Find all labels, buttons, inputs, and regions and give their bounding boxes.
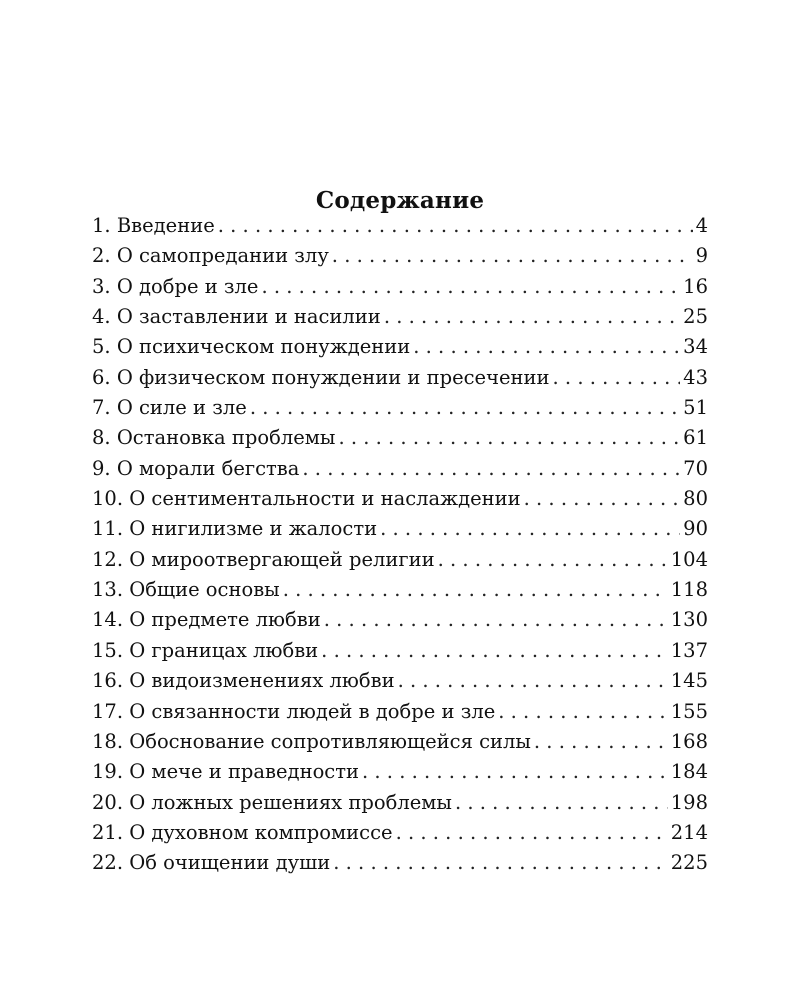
toc-entry: [92, 484, 708, 514]
toc-leader-dots: [250, 393, 680, 423]
toc-entry-number: 2.: [92, 244, 111, 268]
toc-entry-page: 25: [683, 305, 708, 329]
toc-leader-dots: [398, 666, 668, 696]
toc-entry-label: [92, 697, 495, 727]
toc-entry-label: [92, 423, 335, 453]
toc-entry-label: [92, 757, 359, 787]
toc-entry-number: 11.: [92, 517, 124, 541]
toc-entry-page: 61: [683, 426, 708, 450]
toc-entry-number: 1.: [92, 214, 111, 237]
toc-entry: [92, 636, 708, 666]
toc-entry-label: [92, 393, 247, 423]
toc-entry-page: 51: [683, 396, 708, 420]
toc-entry: [92, 393, 708, 423]
toc-entry-page: 137: [670, 638, 708, 662]
toc-leader-dots: [218, 211, 693, 241]
toc-entry-title: О мече и праведности: [129, 760, 360, 784]
toc-entry-title: О морали бегства: [116, 456, 300, 480]
toc-entry-title: О силе и зле: [116, 396, 247, 420]
toc-entry-number: 22.: [92, 851, 124, 875]
toc-entry-title: О нигилизме и жалости: [129, 517, 378, 541]
toc-leader-dots: [534, 727, 668, 757]
table-of-contents: [92, 211, 708, 879]
toc-entry-label: [92, 332, 410, 362]
toc-entry: [92, 757, 708, 787]
toc-entry-title: О добре и зле: [116, 274, 259, 298]
toc-leader-dots: [338, 423, 680, 453]
toc-entry-title: О духовном компромиссе: [129, 820, 393, 844]
toc-entry-label: [92, 545, 435, 575]
toc-leader-dots: [324, 605, 668, 635]
toc-entry-number: 8.: [92, 426, 111, 450]
toc-leader-dots: [283, 575, 668, 605]
toc-entry-label: [92, 605, 321, 635]
toc-entry-number: 21.: [92, 820, 124, 844]
toc-entry-page: 34: [683, 335, 708, 359]
toc-entry-number: 6.: [92, 365, 111, 389]
toc-entry-number: 16.: [92, 669, 124, 693]
toc-leader-dots: [362, 757, 668, 787]
toc-entry-page: 214: [670, 820, 708, 844]
toc-entry-page: 198: [670, 790, 708, 814]
toc-entry-label: [92, 666, 395, 696]
toc-entry-number: 7.: [92, 396, 111, 420]
toc-leader-dots: [498, 697, 668, 727]
toc-leader-dots: [396, 818, 668, 848]
toc-entry-title: Обоснование сопротивляющейся силы: [129, 729, 531, 753]
toc-entry-number: 13.: [92, 578, 124, 602]
toc-title: Содержание: [315, 187, 485, 215]
toc-entry-number: 18.: [92, 729, 124, 753]
toc-entry-page: 184: [670, 760, 708, 784]
toc-leader-dots: [553, 363, 681, 393]
toc-entry-title: О предмете любви: [129, 608, 321, 632]
toc-entry-title: О заставлении и насилии: [116, 305, 381, 329]
toc-entry-page: 130: [670, 608, 708, 632]
toc-entry-number: 4.: [92, 305, 111, 329]
toc-entry: [92, 302, 708, 332]
toc-entry-label: [92, 575, 280, 605]
toc-entry: [92, 575, 708, 605]
toc-entry-page: 9: [695, 244, 708, 268]
toc-entry: [92, 788, 708, 818]
toc-entry-page: 43: [683, 365, 708, 389]
toc-entry-title: О физическом понуждении и пресечении: [116, 365, 550, 389]
toc-entry-label: [92, 514, 377, 544]
toc-entry: [92, 697, 708, 727]
toc-entry-label: [92, 848, 330, 878]
toc-entry-page: 16: [683, 274, 708, 298]
toc-entry-label: [92, 241, 329, 271]
toc-entry-title: О границах любви: [129, 638, 319, 662]
toc-entry-label: [92, 788, 452, 818]
toc-entry-title: О ложных решениях проблемы: [129, 790, 452, 814]
toc-entry-label: [92, 636, 318, 666]
toc-leader-dots: [321, 636, 668, 666]
toc-entry: [92, 605, 708, 635]
toc-entry-label: [92, 484, 521, 514]
toc-entry: [92, 727, 708, 757]
toc-entry-number: 20.: [92, 790, 124, 814]
toc-entry: [92, 514, 708, 544]
toc-entry-page: 155: [670, 699, 708, 723]
toc-entry-page: 90: [683, 517, 708, 541]
toc-leader-dots: [380, 514, 680, 544]
toc-entry-title: Введение: [116, 214, 215, 237]
toc-leader-dots: [455, 788, 668, 818]
toc-entry: [92, 666, 708, 696]
toc-entry-title: Общие основы: [129, 578, 280, 602]
toc-entry-number: 17.: [92, 699, 124, 723]
toc-entry-page: 118: [670, 578, 708, 602]
toc-entry: [92, 423, 708, 453]
toc-leader-dots: [302, 454, 680, 484]
toc-entry-title: О видоизменениях любви: [129, 669, 395, 693]
toc-entry: [92, 211, 708, 241]
toc-entry-title: О сентиментальности и наслаждении: [129, 487, 521, 511]
toc-leader-dots: [261, 272, 680, 302]
toc-entry-label: [92, 363, 550, 393]
toc-entry-title: О связанности людей в добре и зле: [129, 699, 496, 723]
toc-entry-number: 14.: [92, 608, 124, 632]
toc-entry-number: 3.: [92, 274, 111, 298]
toc-entry-number: 10.: [92, 487, 124, 511]
toc-leader-dots: [332, 241, 693, 271]
toc-leader-dots: [413, 332, 680, 362]
toc-entry: [92, 454, 708, 484]
toc-entry-number: 9.: [92, 456, 111, 480]
toc-entry-number: 19.: [92, 760, 124, 784]
toc-entry: [92, 545, 708, 575]
toc-entry-page: 145: [670, 669, 708, 693]
toc-entry-page: 4: [695, 214, 708, 237]
toc-entry-label: [92, 272, 258, 302]
toc-leader-dots: [438, 545, 668, 575]
toc-entry-page: 80: [683, 487, 708, 511]
toc-entry-title: О самопредании злу: [116, 244, 329, 268]
toc-entry: [92, 363, 708, 393]
toc-entry: [92, 818, 708, 848]
toc-leader-dots: [333, 848, 668, 878]
toc-entry-label: [92, 211, 215, 241]
toc-entry-title: Остановка проблемы: [116, 426, 336, 450]
toc-entry-title: О психическом понуждении: [116, 335, 411, 359]
toc-entry-number: 15.: [92, 638, 124, 662]
toc-entry-title: Об очищении души: [129, 851, 331, 875]
toc-entry-number: 12.: [92, 547, 124, 571]
toc-entry-page: 168: [670, 729, 708, 753]
toc-leader-dots: [384, 302, 680, 332]
toc-entry: [92, 332, 708, 362]
toc-entry: [92, 241, 708, 271]
toc-entry-label: [92, 302, 381, 332]
toc-entry-page: 70: [683, 456, 708, 480]
toc-entry-label: [92, 818, 393, 848]
toc-entry-number: 5.: [92, 335, 111, 359]
toc-entry-page: 225: [670, 851, 708, 875]
toc-entry: [92, 272, 708, 302]
toc-entry-title: О мироотвергающей религии: [129, 547, 435, 571]
toc-entry-page: 104: [670, 547, 708, 571]
toc-entry-label: [92, 454, 299, 484]
toc-leader-dots: [524, 484, 681, 514]
toc-entry: [92, 848, 708, 878]
toc-entry-label: [92, 727, 531, 757]
